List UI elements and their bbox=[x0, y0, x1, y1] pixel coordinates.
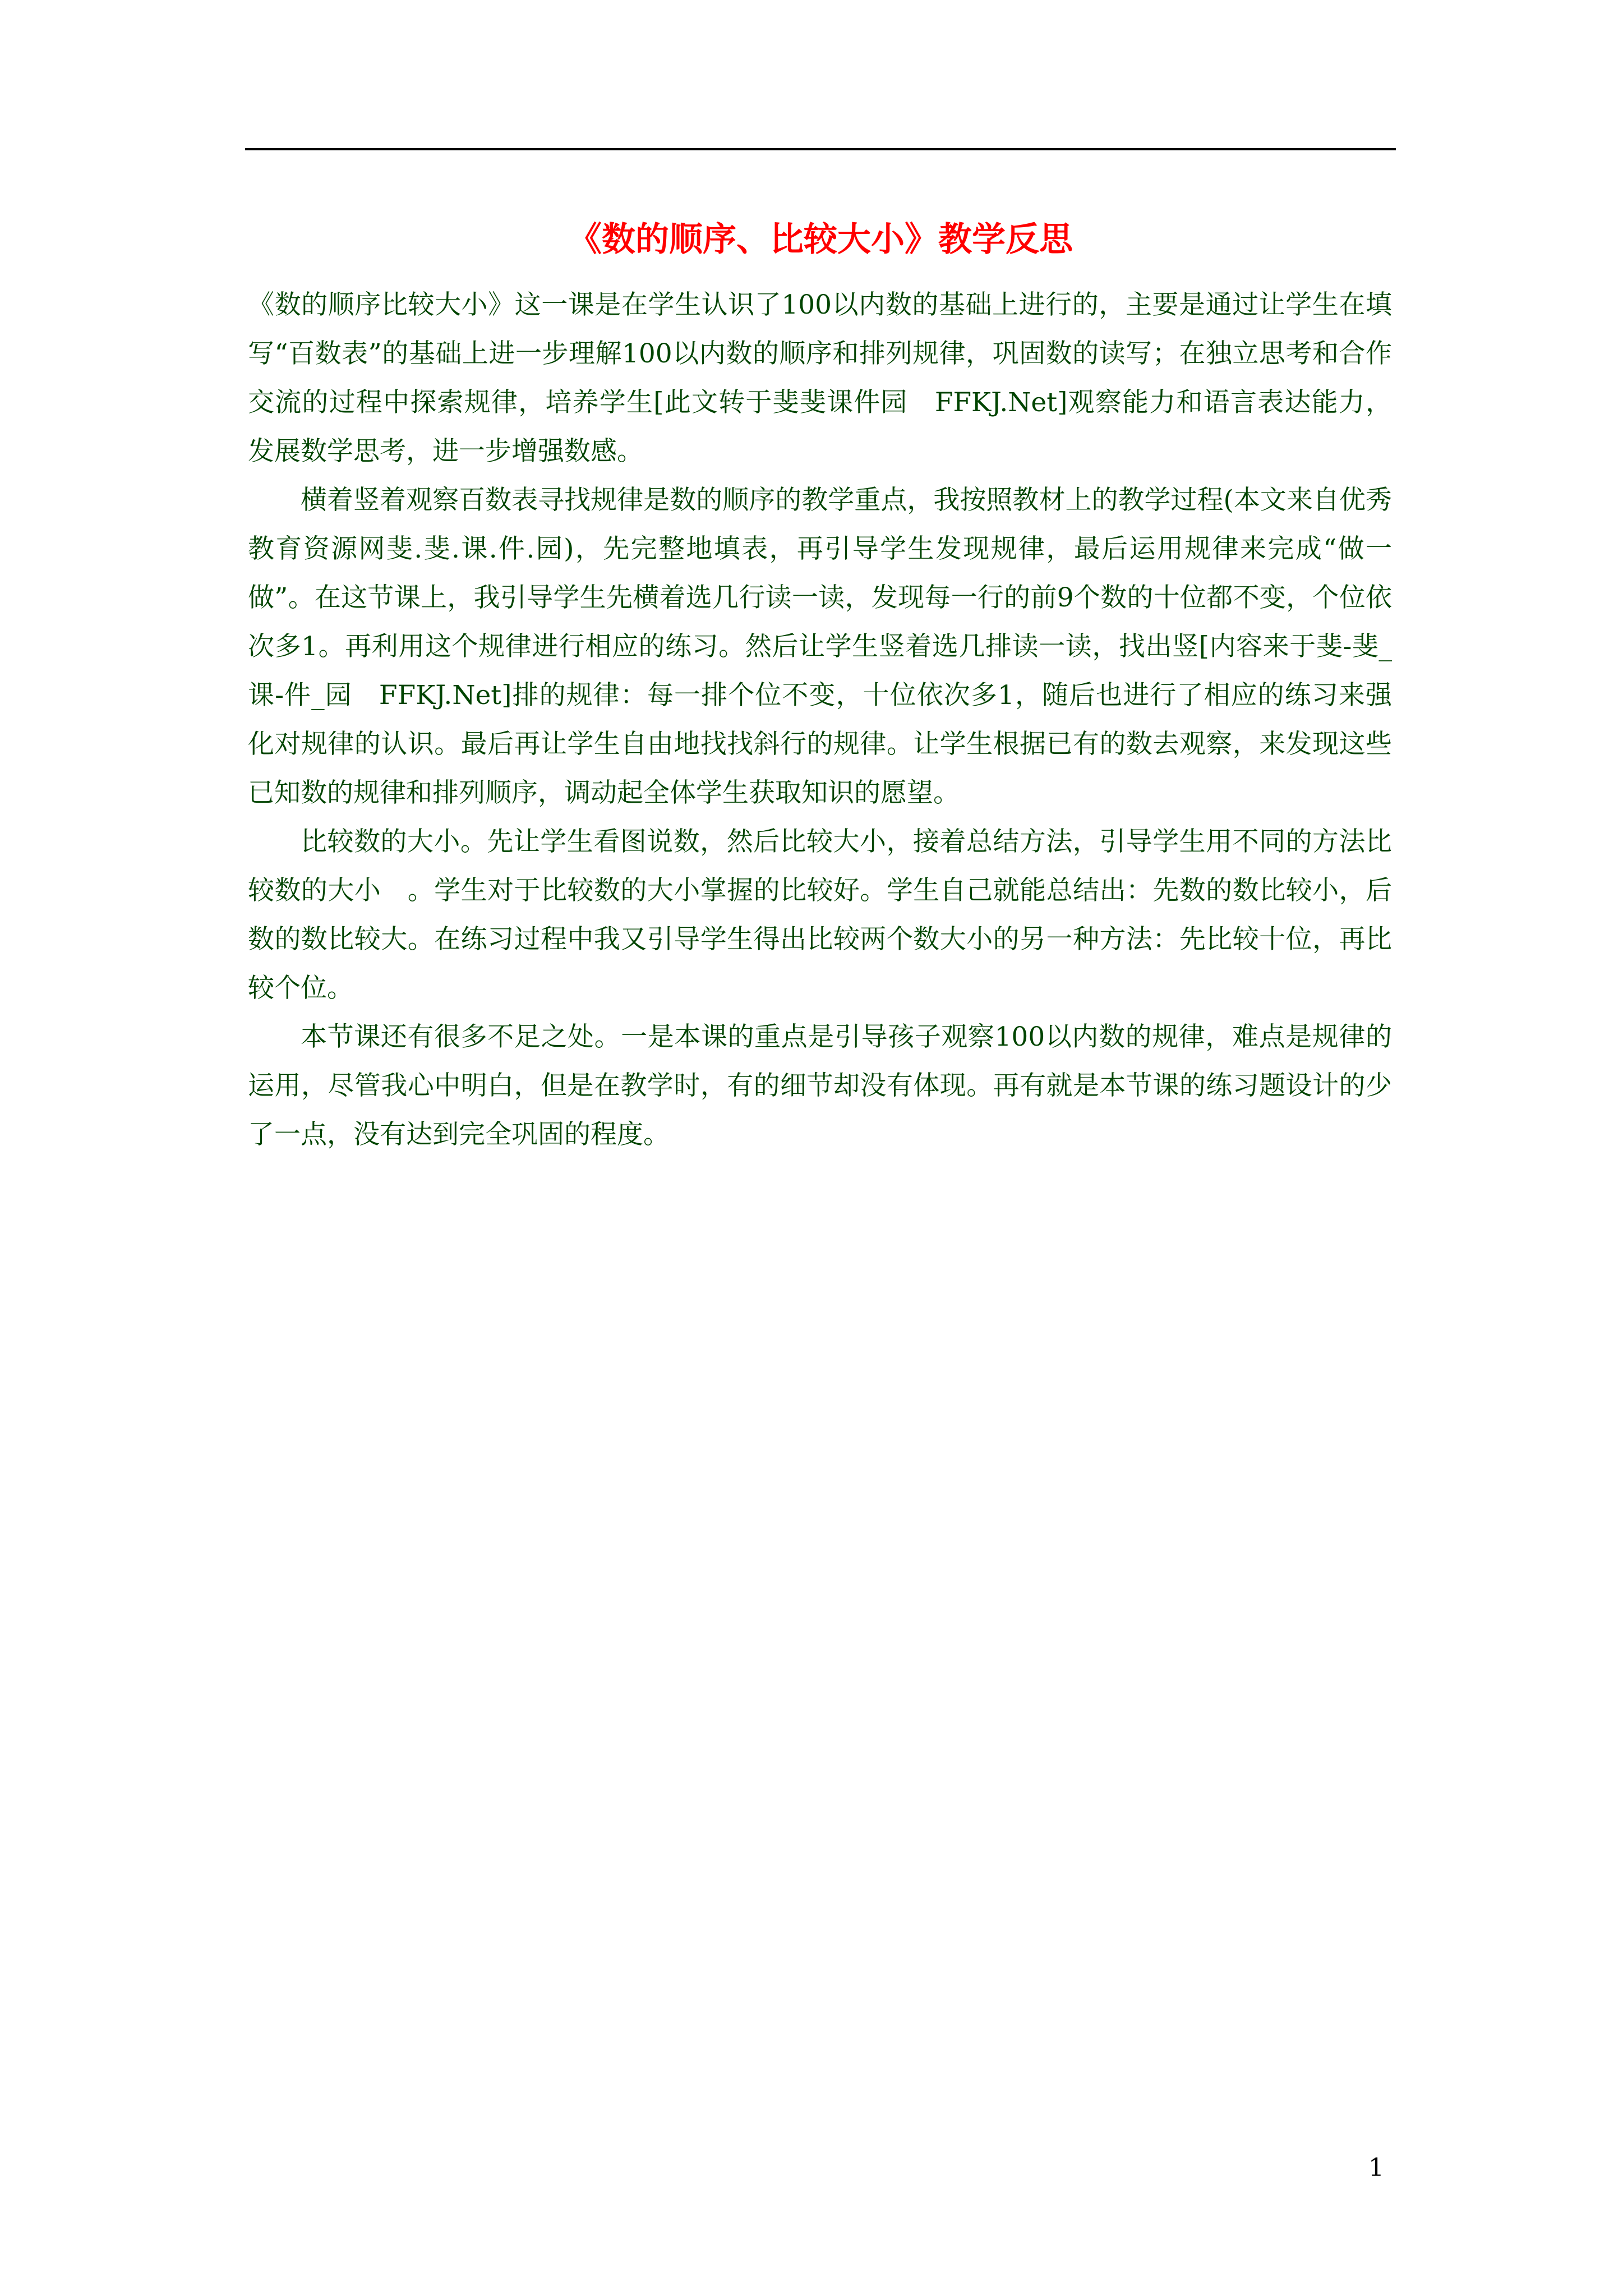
paragraph-comparison: 比较数的大小。先让学生看图说数，然后比较大小，接着总结方法，引导学生用不同的方法比较数的大小 。学生对于比较数的大小掌握的比较好。学生自己就能总结出：先数的数比较小，后数的数比较大。在练习过程中我又引导学生得出比较两个数大小的另一种方法：先比较十位，再比较个位。 bbox=[248, 826, 1392, 1004]
document-title: 《数的顺序、比较大小》教学反思 bbox=[568, 220, 1073, 259]
paragraph-shortcomings: 本节课还有很多不足之处。一是本课的重点是引导孩子观察100以内数的规律，难点是规律的运用，尽管我心中明白，但是在教学时，有的细节却没有体现。再有就是本节课的练习题设计的少了一点，没有达到完全巩固的程度。 bbox=[248, 1022, 1392, 1150]
document-body bbox=[248, 280, 1392, 1159]
paragraph-observation: 横着竖着观察百数表寻找规律是数的顺序的教学重点，我按照教材上的教学过程(本文来自优秀教育资源网斐.斐.课.件.园)，先完整地填表，再引导学生发现规律，最后运用规律来完成“做一做”。在这节课上，我引导学生先横着选几行读一读，发现每一行的前9个数的十位都不变，个位依次多1。再利用这个规律进行相应的练习。然后让学生竖着选几排读一读，找出竖[内容来于斐-斐_课-件_园 FFKJ.Net]排的规律：每一排个位不变，十位依次多1，随后也进行了相应的练习来强化对规律的认识。最后再让学生自由地找找斜行的规律。让学生根据已有的数去观察，来发现这些已知数的规律和排列顺序，调动起全体学生获取知识的愿望。 bbox=[248, 485, 1392, 808]
paragraph-intro: 《数的顺序比较大小》这一课是在学生认识了100以内数的基础上进行的，主要是通过让学生在填写“百数表”的基础上进一步理解100以内数的顺序和排列规律，巩固数的读写；在独立思考和合作交流的过程中探索规律，培养学生[此文转于斐斐课件园 FFKJ.Net]观察能力和语言表达能力，发展数学思考，进一步增强数感。 bbox=[248, 289, 1392, 467]
page-number: 1 bbox=[1368, 2154, 1384, 2182]
header-rule bbox=[245, 148, 1396, 150]
